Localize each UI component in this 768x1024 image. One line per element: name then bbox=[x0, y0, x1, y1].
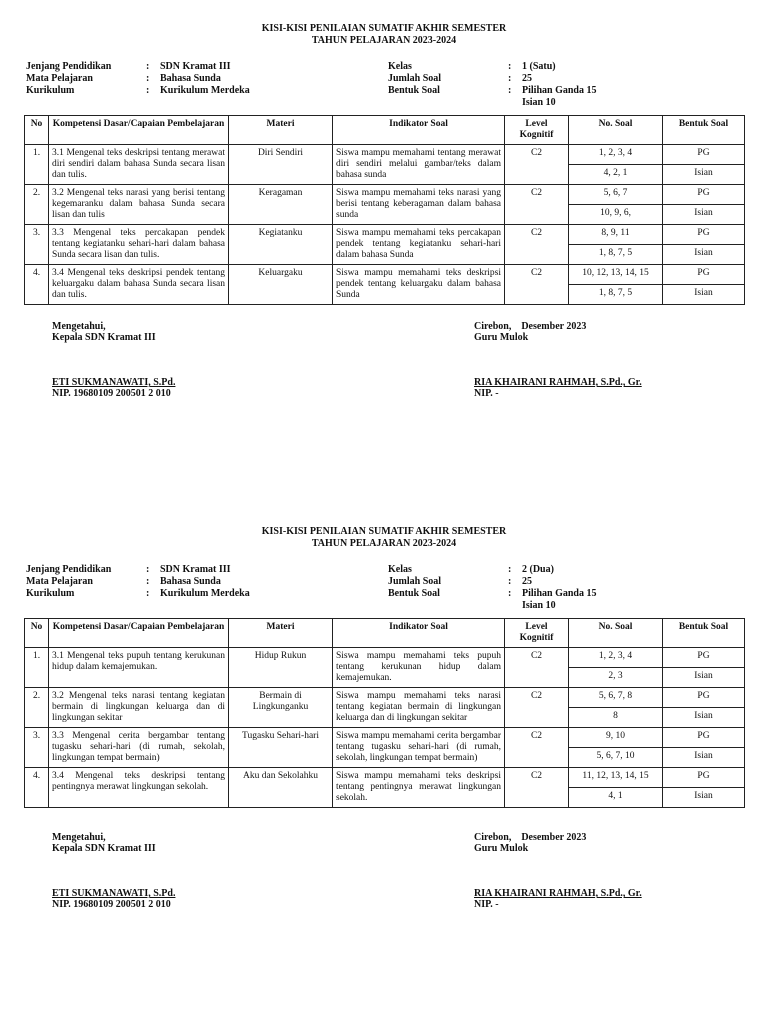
cell-level: C2 bbox=[505, 265, 569, 305]
cell-bentuk-isian: Isian bbox=[663, 668, 745, 688]
table-row bbox=[25, 688, 745, 708]
kelas-label: Kelas bbox=[388, 564, 412, 575]
bentuk-value-1: Pilihan Ganda 15 bbox=[522, 588, 597, 599]
colon: : bbox=[146, 588, 150, 599]
doc-title: KISI-KISI PENILAIAN SUMATIF AKHIR SEMESTER bbox=[261, 23, 507, 34]
cell-indikator: Siswa mampu memahami teks deskripsi pendek tentang keluargaku dalam bahasa Sunda bbox=[333, 265, 505, 305]
sign-right-nip: NIP. - bbox=[474, 388, 499, 399]
table-row bbox=[25, 225, 745, 245]
cell-soal-pg: 11, 12, 13, 14, 15 bbox=[569, 768, 663, 788]
cell-soal-isian: 4, 1 bbox=[569, 788, 663, 808]
cell-materi: Keluargaku bbox=[229, 265, 333, 305]
cell-bentuk-pg: PG bbox=[663, 225, 745, 245]
mapel-label: Mata Pelajaran bbox=[26, 73, 93, 84]
kisi-table bbox=[24, 115, 745, 305]
sign-right-2: Guru Mulok bbox=[474, 843, 529, 854]
cell-kd: 3.1 Mengenal teks pupuh tentang kerukunan hidup dalam kemajemukan. bbox=[49, 648, 229, 688]
header-materi: Materi bbox=[229, 116, 333, 145]
cell-indikator: Siswa mampu memahami tentang merawat diri sendiri melalui gambar/teks dalam bahasa sunda bbox=[333, 145, 505, 185]
header-bentuk: Bentuk Soal bbox=[663, 619, 745, 648]
colon: : bbox=[146, 61, 150, 72]
jenjang-label: Jenjang Pendidikan bbox=[26, 61, 112, 72]
cell-no: 4. bbox=[25, 768, 49, 808]
table-header-row bbox=[25, 619, 745, 648]
cell-level: C2 bbox=[505, 145, 569, 185]
colon: : bbox=[508, 85, 512, 96]
sign-left-2: Kepala SDN Kramat III bbox=[52, 843, 156, 854]
cell-soal-isian: 5, 6, 7, 10 bbox=[569, 748, 663, 768]
cell-kd: 3.2 Mengenal teks narasi yang berisi tentang kegemaranku dalam bahasa Sunda secara lisan dan tulis bbox=[49, 185, 229, 225]
signature-block bbox=[24, 832, 744, 922]
header-no: No bbox=[25, 116, 49, 145]
doc-subtitle: TAHUN PELAJARAN 2023-2024 bbox=[311, 538, 457, 549]
cell-soal-pg: 1, 2, 3, 4 bbox=[569, 648, 663, 668]
cell-bentuk-pg: PG bbox=[663, 145, 745, 165]
header-kd: Kompetensi Dasar/Capaian Pembelajaran bbox=[49, 619, 229, 648]
header-level: Level Kognitif bbox=[505, 619, 569, 648]
mapel-value: Bahasa Sunda bbox=[160, 576, 221, 587]
cell-no: 2. bbox=[25, 688, 49, 728]
header-nosoal: No. Soal bbox=[569, 619, 663, 648]
header-indikator: Indikator Soal bbox=[333, 116, 505, 145]
kelas-value: 2 (Dua) bbox=[522, 564, 554, 575]
bentuk-value-2: Isian 10 bbox=[522, 600, 556, 611]
table-row bbox=[25, 265, 745, 285]
cell-indikator: Siswa mampu memahami cerita bergambar tentang tugasku sehari-hari (di rumah, sekolah, lingkungan tempat bermain) bbox=[333, 728, 505, 768]
cell-kd: 3.3 Mengenal cerita bergambar tentang tugasku sehari-hari (di rumah, sekolah, lingkungan tempat bermain) bbox=[49, 728, 229, 768]
signature-block bbox=[24, 321, 744, 411]
cell-soal-isian: 8 bbox=[569, 708, 663, 728]
table-row bbox=[25, 185, 745, 205]
jenjang-value: SDN Kramat III bbox=[160, 61, 231, 72]
cell-kd: 3.4 Mengenal teks deskripsi tentang pentingnya merawat lingkungan sekolah. bbox=[49, 768, 229, 808]
cell-soal-pg: 9, 10 bbox=[569, 728, 663, 748]
cell-soal-pg: 1, 2, 3, 4 bbox=[569, 145, 663, 165]
header-nosoal: No. Soal bbox=[569, 116, 663, 145]
cell-materi: Diri Sendiri bbox=[229, 145, 333, 185]
kelas-label: Kelas bbox=[388, 61, 412, 72]
doc-subtitle: TAHUN PELAJARAN 2023-2024 bbox=[311, 35, 457, 46]
mapel-value: Bahasa Sunda bbox=[160, 73, 221, 84]
cell-bentuk-pg: PG bbox=[663, 648, 745, 668]
cell-soal-isian: 2, 3 bbox=[569, 668, 663, 688]
document-section-2 bbox=[24, 526, 744, 922]
sign-left-name: ETI SUKMANAWATI, S.Pd. bbox=[52, 888, 176, 899]
cell-level: C2 bbox=[505, 768, 569, 808]
cell-materi: Kegiatanku bbox=[229, 225, 333, 265]
sign-right-1: Cirebon, Desember 2023 bbox=[474, 321, 587, 332]
meta-block bbox=[24, 564, 744, 611]
mapel-label: Mata Pelajaran bbox=[26, 576, 93, 587]
kisi-table bbox=[24, 618, 745, 808]
cell-bentuk-isian: Isian bbox=[663, 748, 745, 768]
header-level: Level Kognitif bbox=[505, 116, 569, 145]
cell-kd: 3.4 Mengenal teks deskripsi pendek tentang keluargaku dalam bahasa Sunda secara lisan dan tulis. bbox=[49, 265, 229, 305]
cell-kd: 3.3 Mengenal teks percakapan pendek tentang kegiatanku sehari-hari dalam bahasa Sunda secara lisan dan tulis. bbox=[49, 225, 229, 265]
colon: : bbox=[508, 73, 512, 84]
bentuk-label: Bentuk Soal bbox=[388, 85, 440, 96]
table-row bbox=[25, 145, 745, 165]
colon: : bbox=[508, 576, 512, 587]
header-indikator: Indikator Soal bbox=[333, 619, 505, 648]
cell-level: C2 bbox=[505, 225, 569, 265]
meta-block bbox=[24, 61, 744, 108]
cell-no: 1. bbox=[25, 145, 49, 185]
bentuk-value-2: Isian 10 bbox=[522, 97, 556, 108]
cell-indikator: Siswa mampu memahami teks percakapan pendek tentang kegiatanku sehari-hari dalam bahasa Sunda bbox=[333, 225, 505, 265]
colon: : bbox=[508, 564, 512, 575]
cell-soal-pg: 8, 9, 11 bbox=[569, 225, 663, 245]
table-row bbox=[25, 648, 745, 668]
colon: : bbox=[146, 73, 150, 84]
kelas-value: 1 (Satu) bbox=[522, 61, 556, 72]
bentuk-label: Bentuk Soal bbox=[388, 588, 440, 599]
cell-level: C2 bbox=[505, 688, 569, 728]
sign-left-name: ETI SUKMANAWATI, S.Pd. bbox=[52, 377, 176, 388]
table-header-row bbox=[25, 116, 745, 145]
jumlah-label: Jumlah Soal bbox=[388, 576, 442, 587]
jumlah-label: Jumlah Soal bbox=[388, 73, 442, 84]
sign-right-2: Guru Mulok bbox=[474, 332, 529, 343]
cell-indikator: Siswa mampu memahami teks narasi yang berisi tentang keberagaman dalam bahasa sunda bbox=[333, 185, 505, 225]
cell-no: 3. bbox=[25, 225, 49, 265]
doc-title: KISI-KISI PENILAIAN SUMATIF AKHIR SEMESTER bbox=[261, 526, 507, 537]
cell-indikator: Siswa mampu memahami teks pupuh tentang kerukunan hidup dalam kemajemukan. bbox=[333, 648, 505, 688]
cell-soal-isian: 1, 8, 7, 5 bbox=[569, 285, 663, 305]
sign-left-2: Kepala SDN Kramat III bbox=[52, 332, 156, 343]
cell-level: C2 bbox=[505, 185, 569, 225]
cell-indikator: Siswa mampu memahami teks narasi tentang kegiatan bermain di lingkungan keluarga dan di lingkungan sekitar bbox=[333, 688, 505, 728]
sign-left-nip: NIP. 19680109 200501 2 010 bbox=[52, 388, 171, 399]
cell-bentuk-isian: Isian bbox=[663, 708, 745, 728]
cell-indikator: Siswa mampu memahami teks deskripsi tentang pentingnya merawat lingkungan sekolah. bbox=[333, 768, 505, 808]
cell-no: 2. bbox=[25, 185, 49, 225]
jumlah-value: 25 bbox=[522, 576, 532, 587]
header-no: No bbox=[25, 619, 49, 648]
kurikulum-value: Kurikulum Merdeka bbox=[160, 588, 250, 599]
cell-materi: Aku dan Sekolahku bbox=[229, 768, 333, 808]
cell-no: 1. bbox=[25, 648, 49, 688]
kurikulum-label: Kurikulum bbox=[26, 85, 75, 96]
table-row bbox=[25, 768, 745, 788]
cell-no: 3. bbox=[25, 728, 49, 768]
cell-level: C2 bbox=[505, 648, 569, 688]
sign-left-1: Mengetahui, bbox=[52, 321, 106, 332]
cell-bentuk-isian: Isian bbox=[663, 245, 745, 265]
cell-soal-pg: 5, 6, 7 bbox=[569, 185, 663, 205]
cell-soal-pg: 10, 12, 13, 14, 15 bbox=[569, 265, 663, 285]
cell-materi: Tugasku Sehari-hari bbox=[229, 728, 333, 768]
bentuk-value-1: Pilihan Ganda 15 bbox=[522, 85, 597, 96]
cell-soal-isian: 4, 2, 1 bbox=[569, 165, 663, 185]
cell-kd: 3.1 Mengenal teks deskripsi tentang merawat diri sendiri dalam bahasa Sunda secara lisan dan tulis. bbox=[49, 145, 229, 185]
jenjang-value: SDN Kramat III bbox=[160, 564, 231, 575]
cell-bentuk-isian: Isian bbox=[663, 165, 745, 185]
cell-bentuk-pg: PG bbox=[663, 688, 745, 708]
colon: : bbox=[508, 588, 512, 599]
cell-bentuk-pg: PG bbox=[663, 185, 745, 205]
kurikulum-label: Kurikulum bbox=[26, 588, 75, 599]
cell-bentuk-isian: Isian bbox=[663, 205, 745, 225]
sign-right-name: RIA KHAIRANI RAHMAH, S.Pd., Gr. bbox=[474, 377, 642, 388]
header-bentuk: Bentuk Soal bbox=[663, 116, 745, 145]
cell-bentuk-pg: PG bbox=[663, 265, 745, 285]
cell-materi: Bermain di Lingkunganku bbox=[229, 688, 333, 728]
colon: : bbox=[146, 564, 150, 575]
cell-soal-isian: 10, 9, 6, bbox=[569, 205, 663, 225]
cell-materi: Hidup Rukun bbox=[229, 648, 333, 688]
sign-right-name: RIA KHAIRANI RAHMAH, S.Pd., Gr. bbox=[474, 888, 642, 899]
cell-bentuk-isian: Isian bbox=[663, 285, 745, 305]
header-materi: Materi bbox=[229, 619, 333, 648]
document-section-1 bbox=[24, 23, 744, 411]
jumlah-value: 25 bbox=[522, 73, 532, 84]
cell-level: C2 bbox=[505, 728, 569, 768]
sign-right-nip: NIP. - bbox=[474, 899, 499, 910]
cell-soal-isian: 1, 8, 7, 5 bbox=[569, 245, 663, 265]
cell-soal-pg: 5, 6, 7, 8 bbox=[569, 688, 663, 708]
cell-bentuk-pg: PG bbox=[663, 768, 745, 788]
cell-no: 4. bbox=[25, 265, 49, 305]
colon: : bbox=[146, 576, 150, 587]
cell-bentuk-pg: PG bbox=[663, 728, 745, 748]
colon: : bbox=[146, 85, 150, 96]
cell-bentuk-isian: Isian bbox=[663, 788, 745, 808]
cell-materi: Keragaman bbox=[229, 185, 333, 225]
colon: : bbox=[508, 61, 512, 72]
cell-kd: 3.2 Mengenal teks narasi tentang kegiatan bermain di lingkungan keluarga dan di lingkungan sekitar bbox=[49, 688, 229, 728]
jenjang-label: Jenjang Pendidikan bbox=[26, 564, 112, 575]
kurikulum-value: Kurikulum Merdeka bbox=[160, 85, 250, 96]
sign-right-1: Cirebon, Desember 2023 bbox=[474, 832, 587, 843]
table-row bbox=[25, 728, 745, 748]
sign-left-1: Mengetahui, bbox=[52, 832, 106, 843]
header-kd: Kompetensi Dasar/Capaian Pembelajaran bbox=[49, 116, 229, 145]
sign-left-nip: NIP. 19680109 200501 2 010 bbox=[52, 899, 171, 910]
